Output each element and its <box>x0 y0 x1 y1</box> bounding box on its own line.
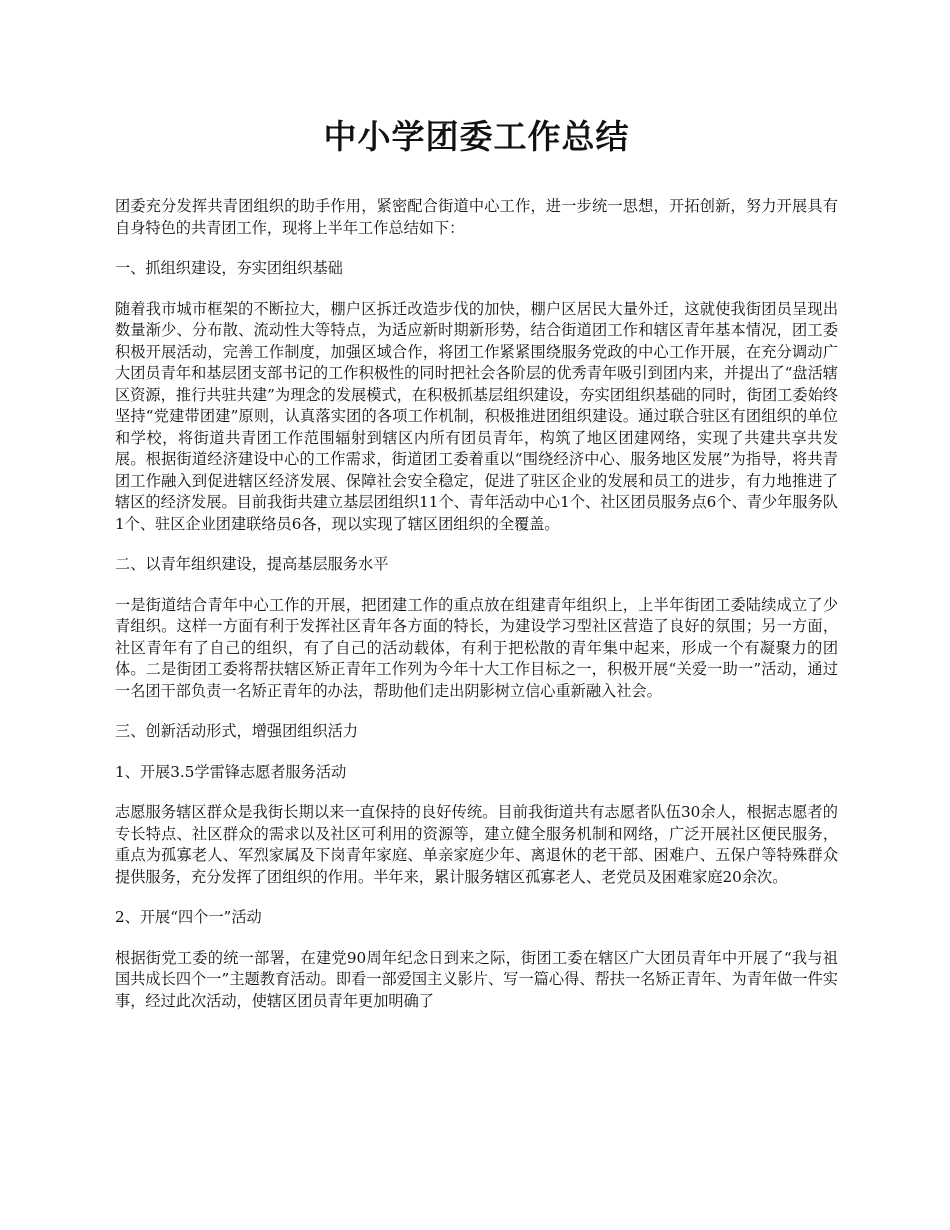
section-heading-2: 二、以青年组织建设，提高基层服务水平 <box>115 555 389 573</box>
section-1-paragraph: 随着我市城市框架的不断拉大，棚户区拆迁改造步伐的加快，棚户区居民大量外迁，这就使我街团员呈现出数量渐少、分布散、流动性大等特点，为适应新时期新形势，结合街道团工作和辖区青年基本情况，团工委积极开展活动，完善工作制度，加强区域合作，将团工作紧紧围绕服务党政的中心工作开展，在充分调动广大团员青年和基层团支部书记的工作积极性的同时把社会各阶层的优秀青年吸引到团内来，并提出了“盘活辖区资源，推行共驻共建”为理念的发展模式，在积极抓基层组织建设，夯实团组织基础的同时，街团工委始终坚持“党建带团建”原则，认真落实团的各项工作机制，积极推进团组织建设。通过联合驻区有团组织的单位和学校，将街道共青团工作范围辐射到辖区内所有团员青年，构筑了地区团建网络，实现了共建共享共发展。根据街道经济建设中心的工作需求，街道团工委着重以“围绕经济中心、服务地区发展”为指导，将共青团工作融入到促进辖区经济发展、保障社会安全稳定，促进了驻区企业的发展和员工的进步，有力地推进了辖区的经济发展。目前我街共建立基层团组织11个、青年活动中心1个、社区团员服务点6个、青少年服务队1个、驻区企业团建联络员6各，现以实现了辖区团组织的全覆盖。 <box>115 299 838 533</box>
document-body <box>115 112 838 1031</box>
subsection-heading-1: 1、开展3.5学雷锋志愿者服务活动 <box>115 762 347 781</box>
subsection-2-paragraph: 根据街党工委的统一部署，在建党90周年纪念日到来之际，街团工委在辖区广大团员青年中开展了“我与祖国共成长四个一”主题教育活动。即看一部爱国主义影片、写一篇心得、帮扶一名矫正青年、为青年做一件实事，经过此次活动，使辖区团员青年更加明确了 <box>115 948 838 1010</box>
section-heading-3: 三、创新活动形式，增强团组织活力 <box>115 722 358 740</box>
subsection-1-paragraph: 志愿服务辖区群众是我街长期以来一直保持的良好传统。目前我街道共有志愿者队伍30余人，根据志愿者的专长特点、社区群众的需求以及社区可利用的资源等，建立健全服务机制和网络，广泛开展社区便民服务，重点为孤寡老人、军烈家属及下岗青年家庭、单亲家庭少年、离退休的老干部、困难户、五保户等特殊群众提供服务，充分发挥了团组织的作用。半年来，累计服务辖区孤寡老人、老党员及困难家庭20余次。 <box>115 803 838 886</box>
section-heading-1: 一、抓组织建设，夯实团组织基础 <box>115 259 343 277</box>
subsection-heading-2: 2、开展“四个一”活动 <box>115 908 262 926</box>
section-2-paragraph: 一是街道结合青年中心工作的开展，把团建工作的重点放在组建青年组织上，上半年街团工委陆续成立了少青组织。这样一方面有利于发挥社区青年各方面的特长，为建设学习型社区营造了良好的氛围；另一方面，社区青年有了自己的组织，有了自己的活动载体，有利于把松散的青年集中起来，形成一个有凝聚力的团体。二是街团工委将帮扶辖区矫正青年工作列为今年十大工作目标之一，积极开展“关爱一助一”活动，通过一名团干部负责一名矫正青年的办法，帮助他们走出阴影树立信心重新融入社会。 <box>115 595 838 700</box>
document-title: 中小学团委工作总结 <box>323 117 630 156</box>
intro-paragraph: 团委充分发挥共青团组织的助手作用，紧密配合街道中心工作，进一步统一思想，开拓创新，努力开展具有自身特色的共青团工作，现将上半年工作总结如下： <box>115 197 838 237</box>
